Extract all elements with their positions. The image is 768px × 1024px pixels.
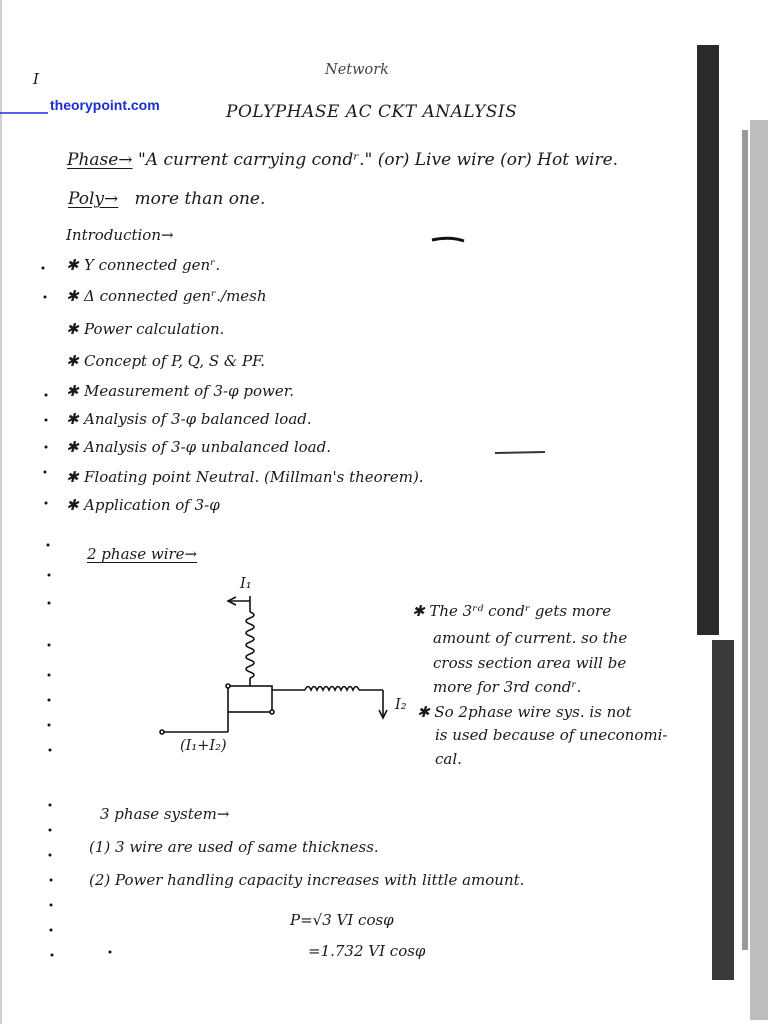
intro-item: ✱ Analysis of 3-φ unbalanced load. [66,438,331,456]
label-i1: I₁ [240,576,252,592]
junction-box [228,686,272,712]
bullet-star-icon: ✱ [66,382,79,400]
phase-definition: "A current carrying condʳ." (or) Live wire (or) Hot wire. [137,150,619,170]
three-phase-item: (2) Power handling capacity increases with little amount. [89,871,525,889]
two-phase-note: cal. [435,750,462,768]
horizontal-coil [305,687,359,691]
binding-strip-dark [697,45,719,635]
two-phase-note: is used because of uneconomi- [435,726,668,744]
label-i1-plus-i2: (I₁+I₂) [180,738,227,754]
stray-mark [432,238,464,241]
two-phase-note: ✱ The 3ʳᵈ condʳ gets more [412,602,612,620]
bullet-star-icon: ✱ [66,438,79,456]
intro-item: ✱ Floating point Neutral. (Millman's theorem). [66,468,424,486]
intro-item: ✱ Application of 3-φ [66,496,220,514]
introduction-heading: Introduction→ [66,226,174,244]
vertical-coil [246,612,254,678]
intro-item: ✱ Δ connected genʳ./mesh [66,287,267,305]
poly-definition: more than one. [134,189,266,209]
three-phase-item: (1) 3 wire are used of same thickness. [89,838,379,856]
intro-item: ✱ Measurement of 3-φ power. [66,382,295,400]
two-phase-note: ✱ So 2phase wire sys. is not [417,703,632,721]
intro-item: ✱ Analysis of 3-φ balanced load. [66,410,312,428]
bullet-star-icon: ✱ [66,410,79,428]
intro-item: ✱ Y connected genʳ. [66,256,221,274]
bullet-star-icon: ✱ [66,320,79,338]
binding-strip-grey [750,120,768,1020]
two-phase-note: more for 3rd condʳ. [433,678,582,696]
margin-mark: I [33,70,39,88]
binding-strip-edge [742,130,748,950]
two-phase-heading: 2 phase wire→ [87,545,198,563]
intro-item: ✱ Power calculation. [66,320,225,338]
left-edge-strip [0,0,2,1024]
bullet-star-icon: ✱ [66,496,79,514]
power-formula: P=√3 VI cosφ [290,911,394,929]
stray-mark-2 [495,452,545,453]
poly-term: Poly→ [68,189,119,209]
phase-definition-row [67,150,618,170]
bullet-star-icon: ✱ [66,352,79,370]
site-logo: theorypoint.com [50,97,160,113]
bullet-star-icon: ✱ [66,468,79,486]
power-formula-numeric: =1.732 VI cosφ [308,942,426,960]
three-phase-heading: 3 phase system→ [100,805,230,823]
bullet-star-icon: ✱ [66,256,79,274]
label-i2: I₂ [395,697,407,713]
intro-item: ✱ Concept of P, Q, S & PF. [66,352,265,370]
phase-term: Phase→ [67,150,133,170]
two-phase-note: cross section area will be [433,654,627,672]
two-phase-note: amount of current. so the [433,629,628,647]
binding-strip-dark-lower [712,640,734,980]
poly-definition-row [68,189,265,209]
marginal-note: Network [325,62,389,78]
bullet-star-icon: ✱ [66,287,79,305]
page-title: POLYPHASE AC CKT ANALYSIS [226,102,518,122]
two-phase-circuit [160,596,387,734]
